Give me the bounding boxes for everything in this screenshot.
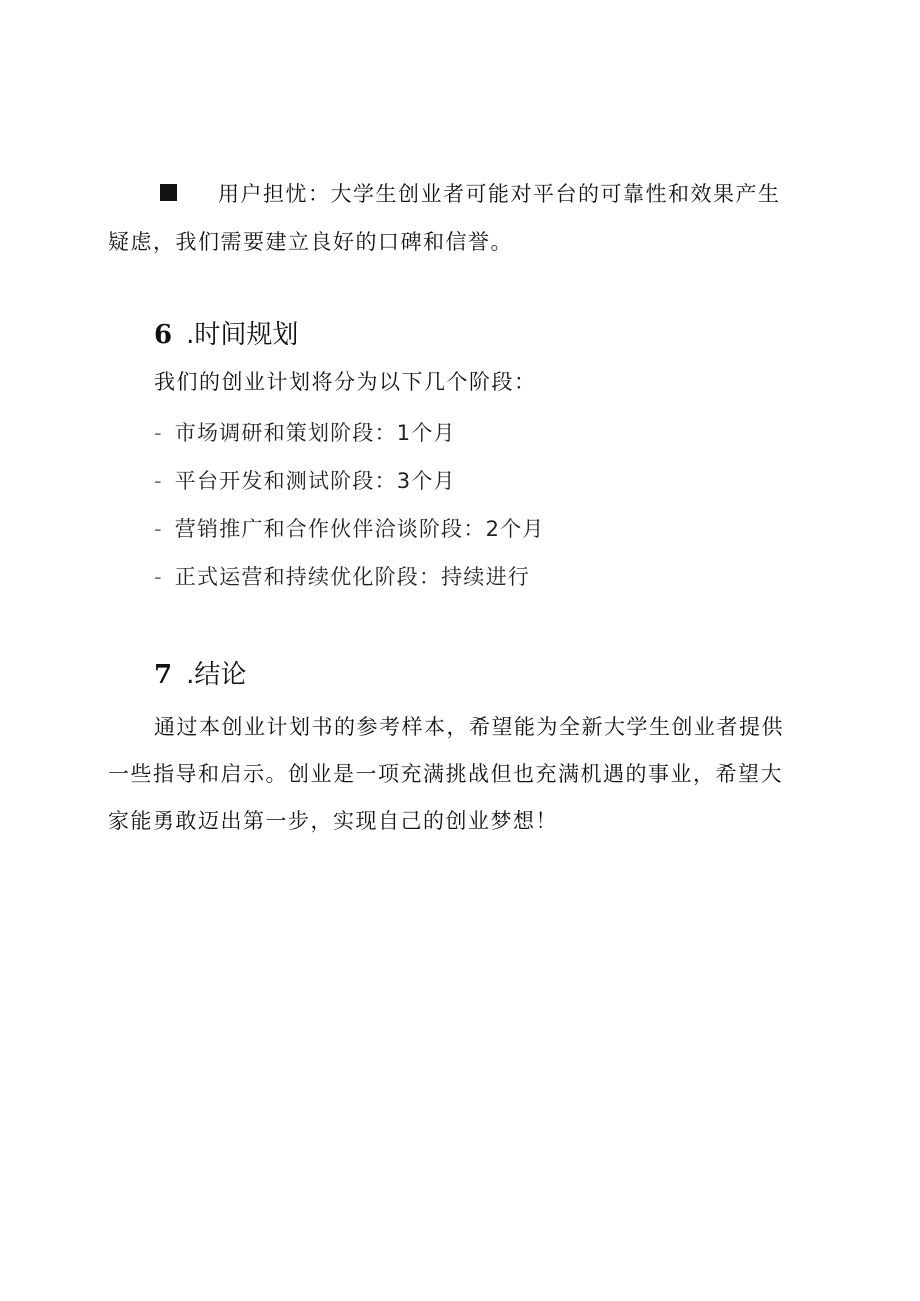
section-7-title: .结论 [186,660,247,690]
list-item [154,466,456,496]
conclusion-line-1: 通过本创业计划书的参考样本，希望能为全新大学生创业者提供 [154,715,784,739]
section-6-title: .时间规划 [186,320,299,350]
list-item-text: 平台开发和测试阶段：3个月 [174,469,456,493]
list-item-text: 正式运营和持续优化阶段：持续进行 [174,565,530,589]
list-dash: - [154,469,163,493]
list-item [154,418,456,448]
conclusion-line-2: 一些指导和启示。创业是一项充满挑战但也充满机遇的事业，希望大 [108,762,783,786]
list-dash: - [154,421,163,445]
concern-text-line1: 用户担忧：大学生创业者可能对平台的可靠性和效果产生 [218,182,781,206]
list-dash: - [154,517,163,541]
square-bullet-icon [160,184,177,201]
list-item [154,514,545,544]
section-7-number: 7 [154,660,173,690]
list-item [154,562,530,592]
conclusion-paragraph [108,704,810,845]
section-6-intro: 我们的创业计划将分为以下几个阶段： [154,370,537,394]
section-6-heading [154,318,298,352]
list-item-text: 市场调研和策划阶段：1个月 [174,421,456,445]
conclusion-line-3: 家能勇敢迈出第一步，实现自己的创业梦想！ [108,809,558,833]
list-dash: - [154,565,163,589]
section-7-heading [154,658,246,692]
section-6-number: 6 [154,320,173,350]
list-item-text: 营销推广和合作伙伴洽谈阶段：2个月 [174,517,545,541]
concern-text-line2: 疑虑，我们需要建立良好的口碑和信誉。 [108,230,513,254]
